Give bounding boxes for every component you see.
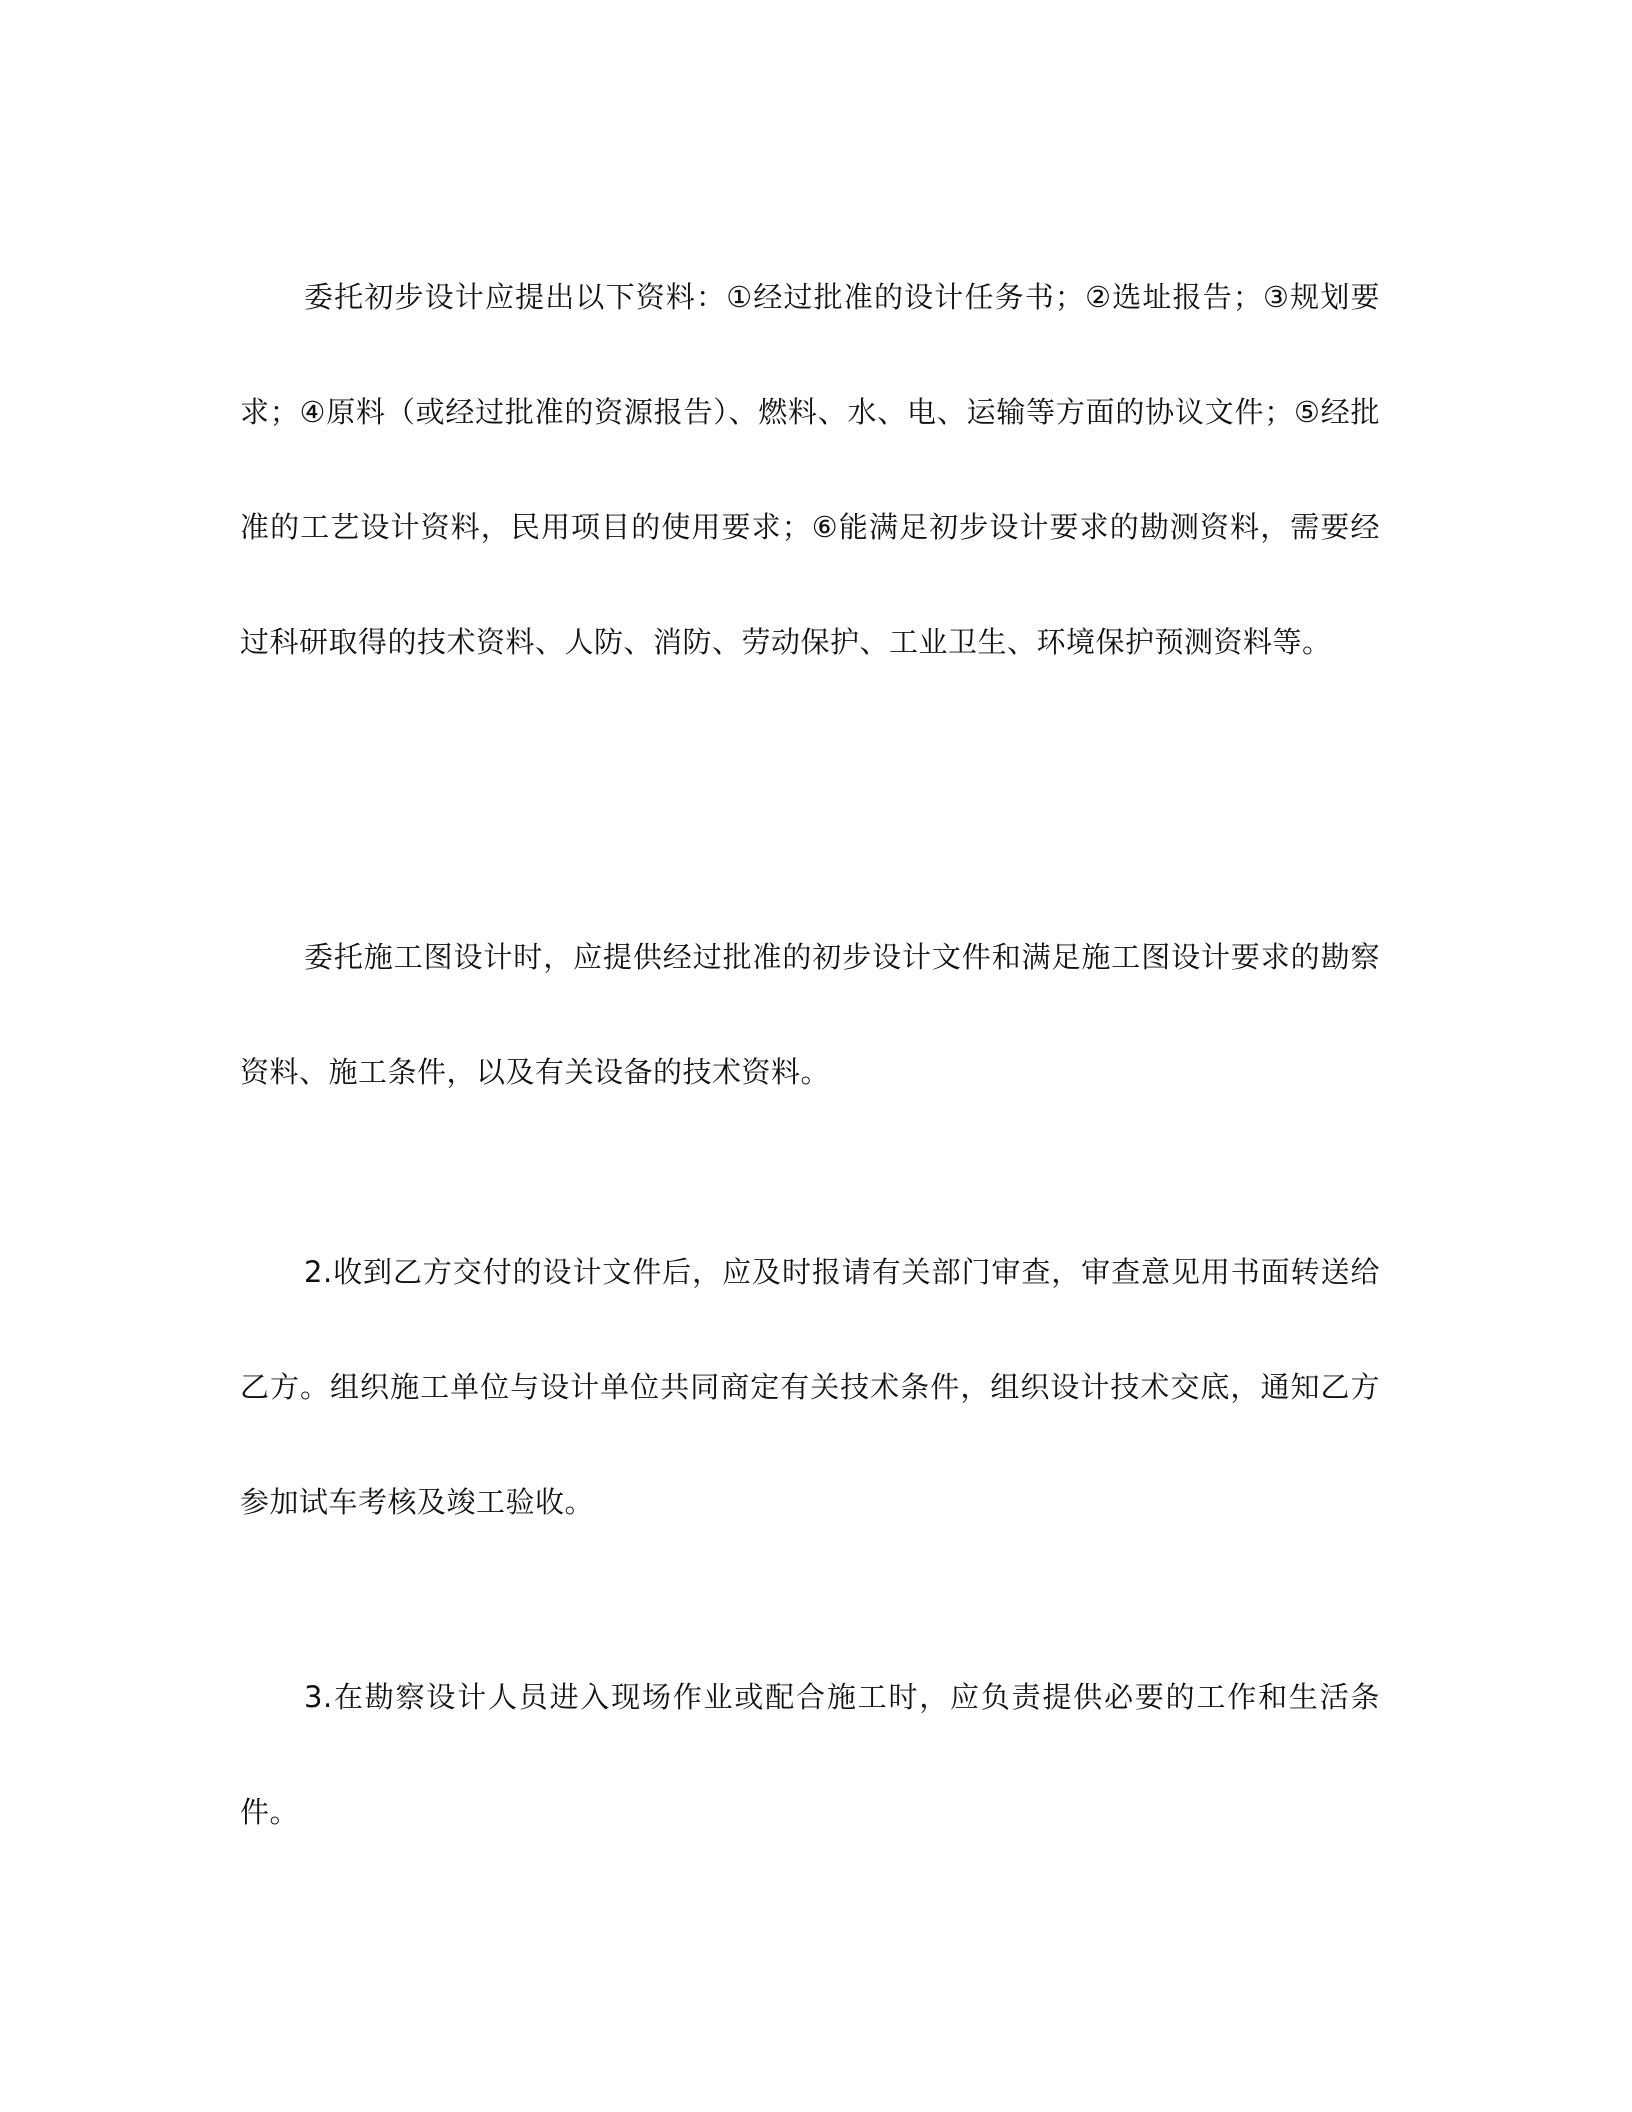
paragraph-item-2-review: 2.收到乙方交付的设计文件后，应及时报请有关部门审查，审查意见用书面转送给乙方。组织施工单位与设计单位共同商定有关技术条件，组织设计技术交底，通知乙方参加试车考核及竣工验收。 <box>240 1255 1380 1519</box>
paragraph-item-3-site-conditions: 3.在勘察设计人员进入现场作业或配合施工时，应负责提供必要的工作和生活条件。 <box>240 1680 1380 1829</box>
paragraph-preliminary-design-materials: 委托初步设计应提出以下资料：①经过批准的设计任务书；②选址报告；③规划要求；④原料（或经过批准的资源报告）、燃料、水、电、运输等方面的协议文件；⑤经批准的工艺设计资料，民用项目的使用要求；⑥能满足初步设计要求的勘测资料，需要经过科研取得的技术资料、人防、消防、劳动保护、工业卫生、环境保护预测资料等。 <box>240 280 1380 659</box>
paragraph-construction-drawing-design: 委托施工图设计时，应提供经过批准的初步设计文件和满足施工图设计要求的勘察资料、施工条件，以及有关设备的技术资料。 <box>240 940 1380 1089</box>
